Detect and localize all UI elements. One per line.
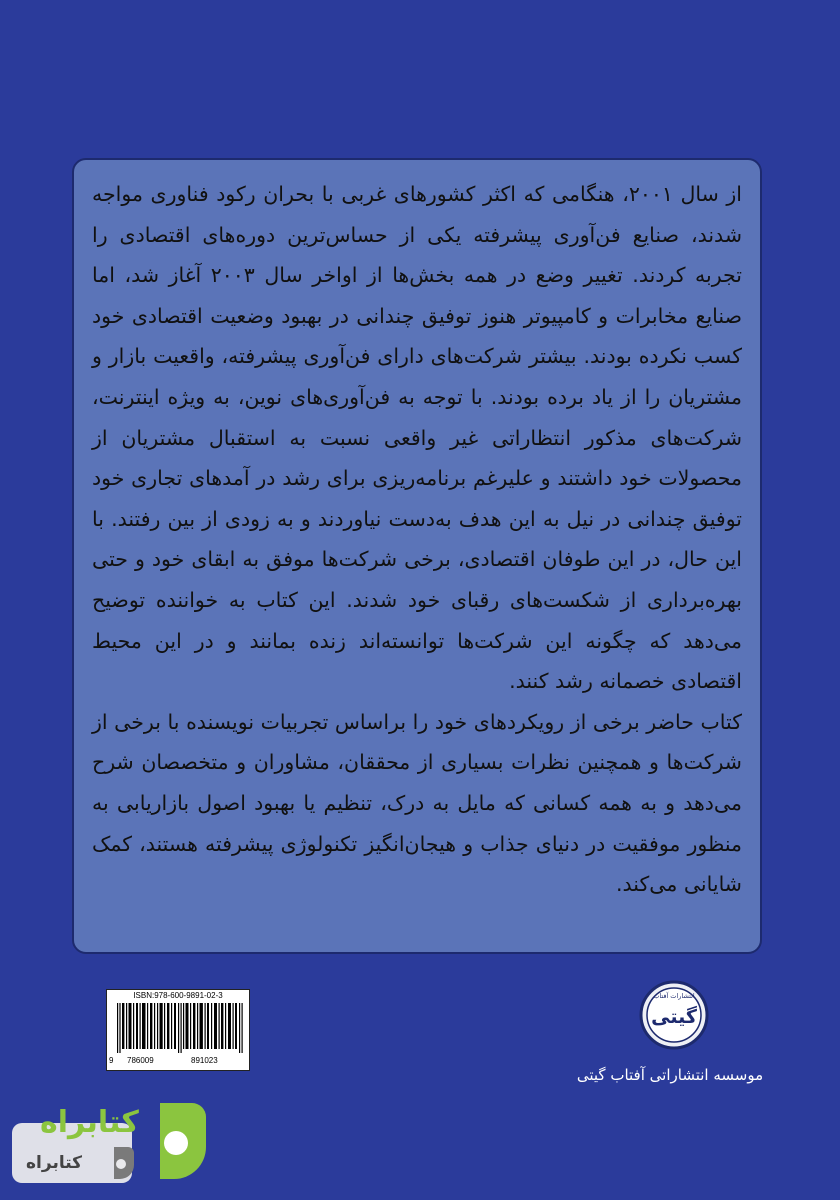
description-panel bbox=[72, 158, 762, 954]
description-paragraph-2: کتاب حاضر برخی از رویکردهای خود را براساس تجربیات نویسنده با برخی از شرکت‌ها و همچنین نظرات بسیاری از محققان، مشاوران و متخصصان شرح می‌دهد و به همه کسانی که مایل به درک، تنظیم یا بهبود اصول بازاریابی به منظور موفقیت در دنیای جذاب و هیجان‌انگیز تکنولوژی پیشرفته هستند، کمک شایانی می‌کند. bbox=[92, 709, 742, 897]
ketabrah-brand-small: کتابراه bbox=[26, 1153, 83, 1173]
barcode-digits-right: 891023 bbox=[191, 1056, 218, 1065]
publisher-name: موسسه انتشاراتی آفتاب گیتی bbox=[576, 1066, 764, 1084]
logo-subtitle: انتشارات آفتاب bbox=[653, 992, 695, 1000]
ketabrah-brand: کتابراه bbox=[40, 1105, 139, 1140]
barcode-digits-left: 786009 bbox=[127, 1056, 154, 1065]
description-paragraph-1: از سال ۲۰۰۱، هنگامی که اکثر کشورهای غربی با بحران رکود فناوری مواجه شدند، صنایع فن‌آوری پیشرفته یکی از حساس‌ترین دوره‌های اقتصادی را تجربه کردند. تغییر وضع در همه بخش‌ها از اواخر سال ۲۰۰۳ آغاز شد، اما صنایع مخابرات و کامپیوتر هنوز توفیق چندانی در بهبود وضعیت اقتصادی خود کسب نکرده بودند. بیشتر شرکت‌های دارای فن‌آوری پیشرفته، واقعیت بازار و مشتریان را از یاد برده بودند. با توجه به فن‌آوری‌های نوین، به ویژه اینترنت، شرکت‌های مذکور انتظاراتی غیر واقعی نسبت به استقبال مشتریان از محصولات خود داشتند و علیرغم برنامه‌ریزی برای رشد در آمدهای تجاری خود توفیق چندانی در نیل به این هدف به‌دست نیاوردند و به زودی از بین رفتند. با این حال، در این طوفان اقتصادی، برخی شرکت‌ها موفق به ابقای خود و حتی بهره‌برداری از شکست‌های رقبای خود شدند. این کتاب به خواننده توضیح می‌دهد که چگونه این شرکت‌ها توانسته‌اند زنده بمانند و در این محیط اقتصادی خصمانه رشد کنند. bbox=[92, 182, 742, 694]
barcode-lead-digit: 9 bbox=[109, 1056, 114, 1065]
aftab-giti-logo-icon bbox=[637, 978, 711, 1052]
isbn-barcode bbox=[106, 989, 250, 1071]
isbn-number: ISBN:978-600-9891-02-3 bbox=[133, 991, 223, 1000]
ketabrah-watermark bbox=[10, 1085, 220, 1190]
logo-name: گیتی bbox=[651, 1006, 697, 1028]
barcode-bars bbox=[117, 1003, 243, 1053]
